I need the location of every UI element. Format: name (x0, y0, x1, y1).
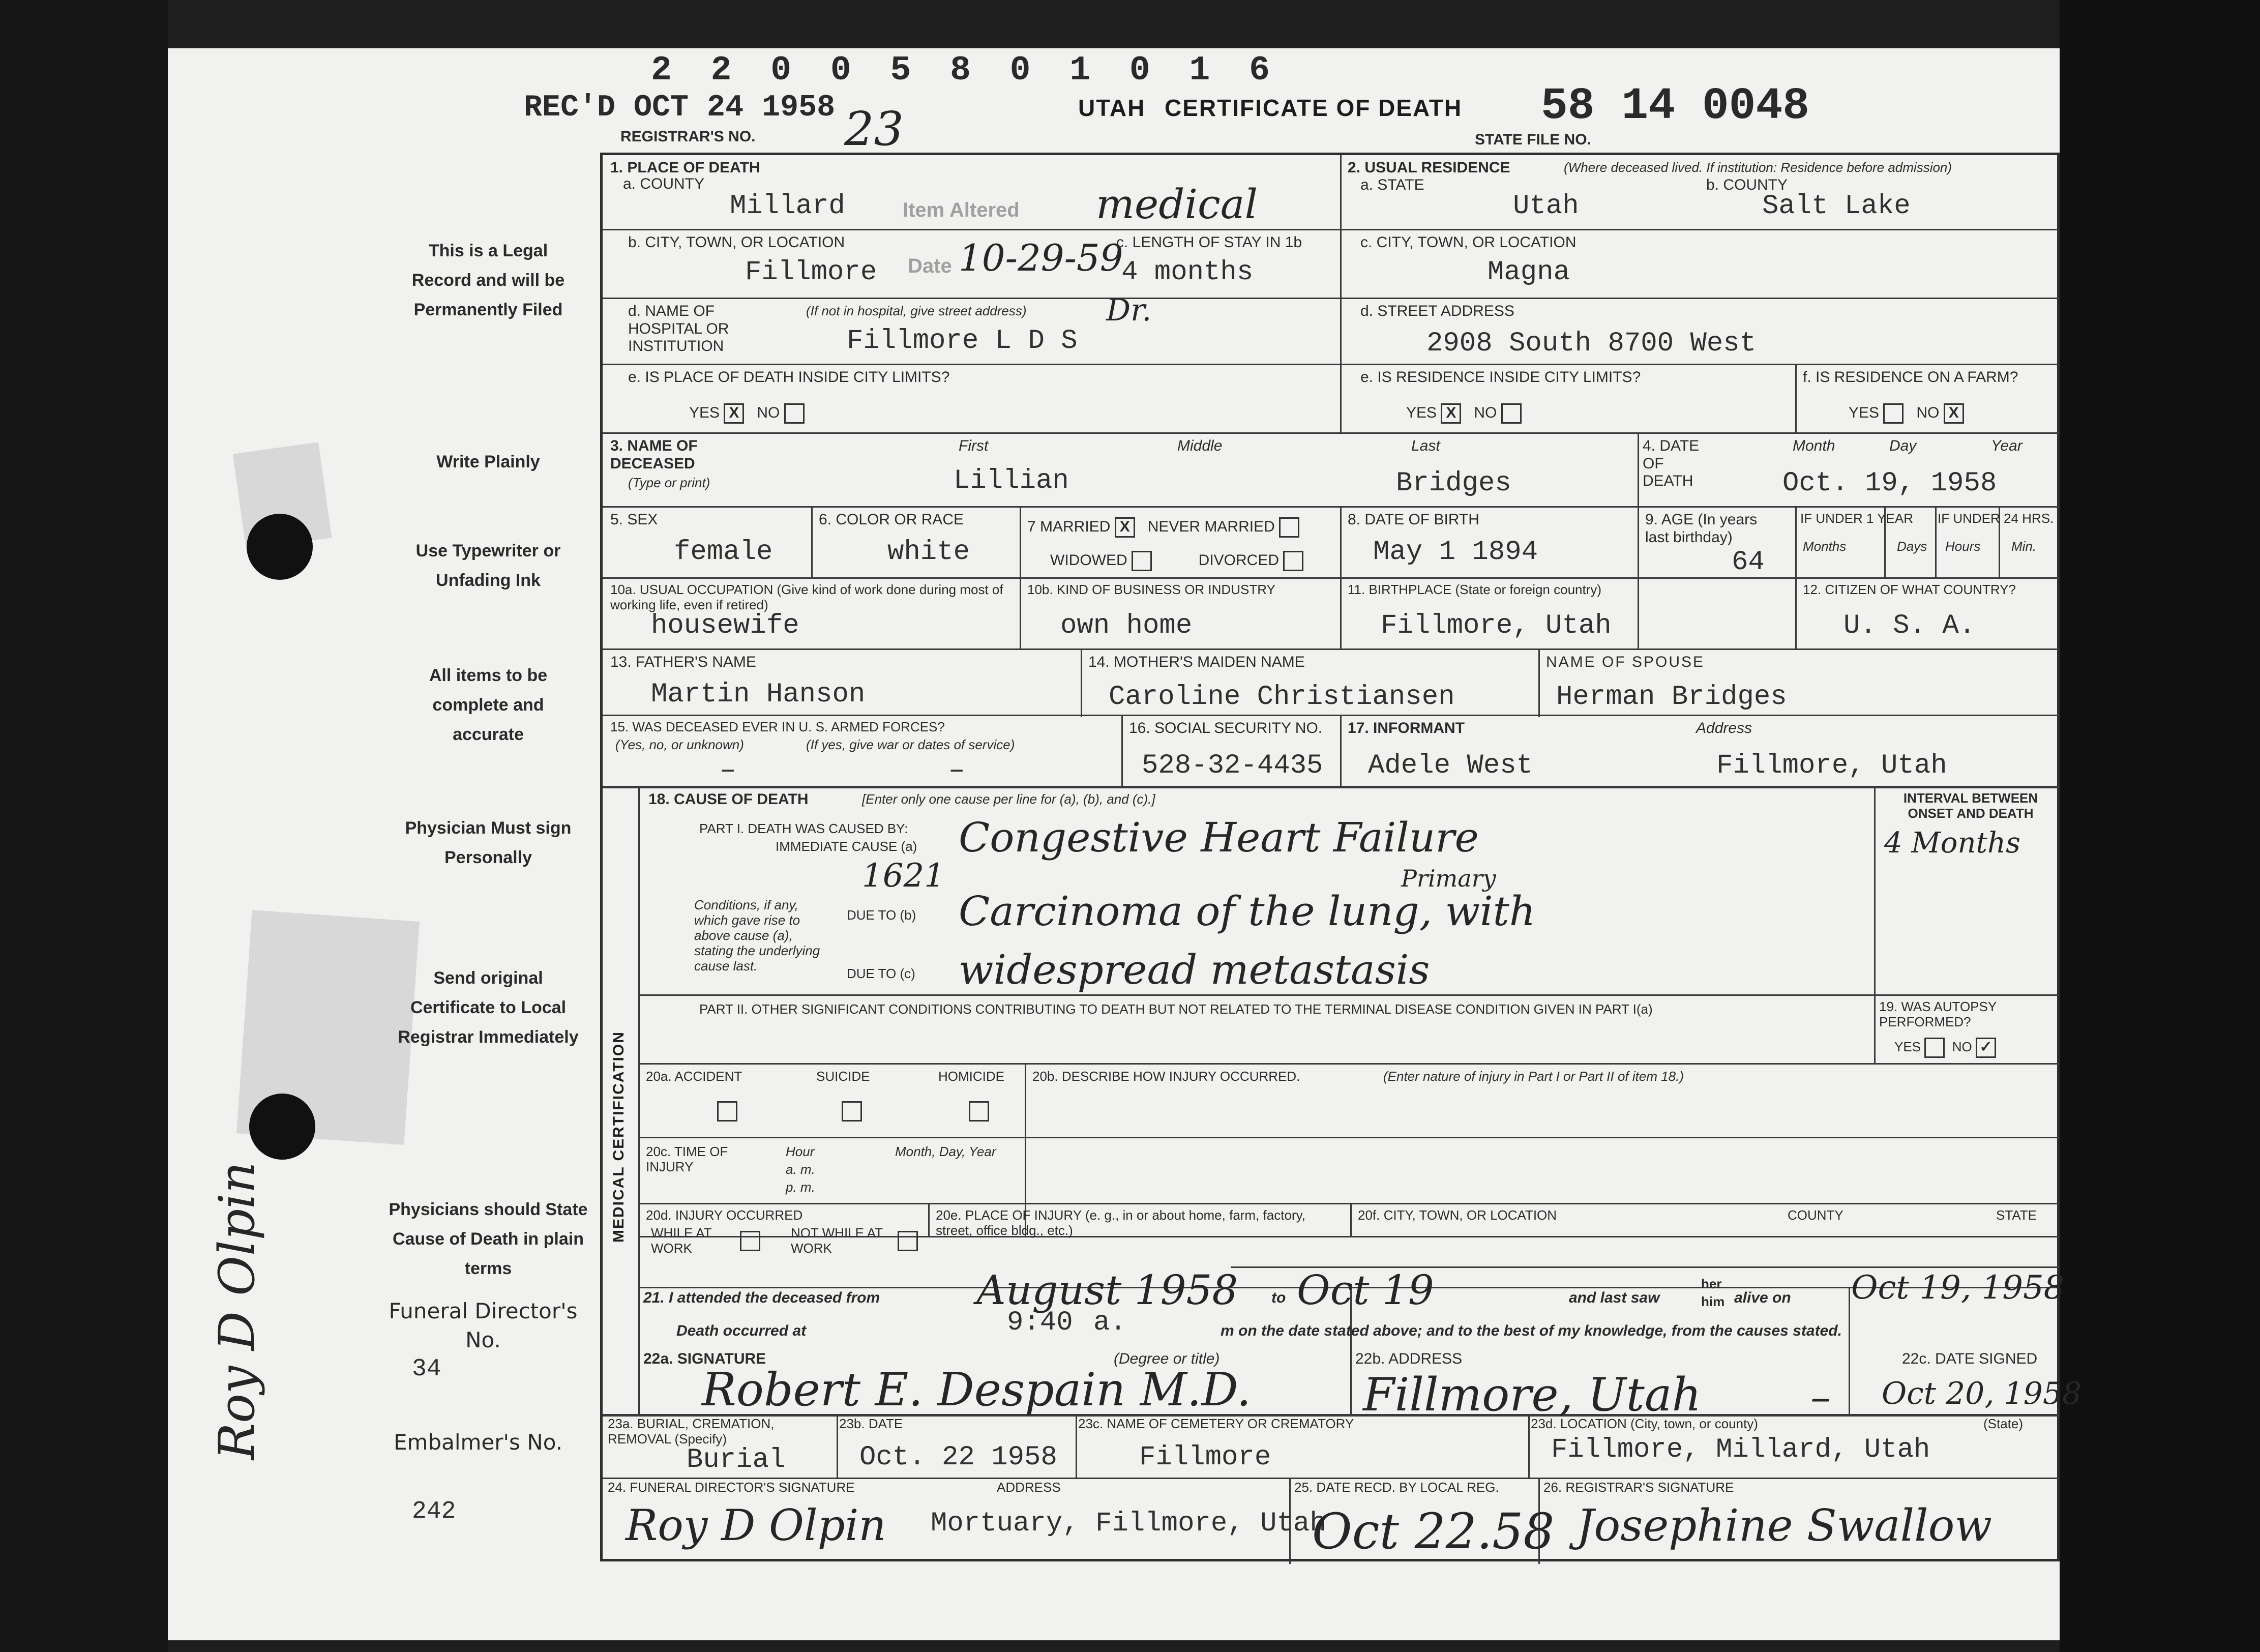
day-label: Day (1889, 437, 1917, 454)
ssn-value: 528-32-4435 (1142, 750, 1323, 781)
forces-value-2: – (948, 755, 965, 786)
informant-address-label: Address (1696, 720, 1752, 736)
burial-date: Oct. 22 1958 (859, 1442, 1057, 1473)
state-file-no-label: STATE FILE NO. (1475, 131, 1591, 148)
widowed-label: WIDOWED (1050, 551, 1127, 569)
location-value: Fillmore, Millard, Utah (1551, 1434, 1930, 1465)
informant-label: 17. INFORMANT (1348, 720, 1465, 736)
months-label: Months (1803, 539, 1847, 554)
death-time: 9:40 (1007, 1307, 1073, 1338)
autopsy-yes-checkbox[interactable] (1924, 1038, 1945, 1058)
scan-border-left (0, 0, 168, 1652)
part-2-label: PART II. OTHER SIGNIFICANT CONDITIONS CONTRIBUTING TO DEATH BUT NOT RELATED TO THE TERMINAL DISEASE CONDITION GIVEN IN PART I(a) (699, 1001, 1653, 1017)
cemetery-label: 23c. NAME OF CEMETERY OR CREMATORY (1078, 1416, 1354, 1431)
pm-label: p. m. (786, 1179, 815, 1195)
sidebar-typewriter: Use Typewriter or Unfading Ink (415, 541, 561, 590)
spouse-value: Herman Bridges (1556, 682, 1787, 713)
injury-occurred-label: 20d. INJURY OCCURRED (646, 1207, 803, 1223)
attended-label: 21. I attended the deceased from (643, 1289, 880, 1306)
while-work-label: WHILE AT WORK (651, 1225, 711, 1256)
cause-note: [Enter only one cause per line for (a), (b), and (c).] (862, 791, 1155, 807)
marital-status (1027, 517, 1299, 538)
res-county-value: Salt Lake (1762, 191, 1911, 222)
how-injury-label: 20b. DESCRIBE HOW INJURY OCCURRED. (1032, 1069, 1300, 1084)
physician-address: Fillmore, Utah (1363, 1368, 1702, 1422)
local-reg-label: 25. DATE RECD. BY LOCAL REG. (1294, 1480, 1499, 1495)
sex-value: female (674, 537, 773, 568)
res-inside-city-label: e. IS RESIDENCE INSIDE CITY LIMITS? (1360, 369, 1641, 386)
date-signed: Oct 20, 1958 (1882, 1376, 2082, 1411)
injury-county-label: COUNTY (1788, 1207, 1843, 1223)
while-work-checkbox[interactable] (740, 1231, 760, 1251)
cause-label: 18. CAUSE OF DEATH (648, 791, 809, 808)
age-value: 64 (1732, 547, 1765, 578)
him-label: him (1701, 1294, 1725, 1309)
margin-signature: Roy D Olpin (209, 1162, 265, 1460)
registrar-sig-label: 26. REGISTRAR'S SIGNATURE (1543, 1480, 1734, 1495)
cause-code: 1621 (862, 857, 945, 895)
certificate-form (600, 153, 2060, 1561)
punch-hole (247, 514, 313, 580)
not-while-work-checkbox[interactable] (898, 1231, 918, 1251)
divorced-label: DIVORCED (1198, 551, 1280, 569)
scan-border-right (2060, 0, 2260, 1652)
funeral-address: Mortuary, Fillmore, Utah (931, 1508, 1326, 1539)
local-reg-date: Oct 22.58 (1312, 1503, 1555, 1560)
farm-label: f. IS RESIDENCE ON A FARM? (1803, 369, 2018, 386)
name-label: 3. NAME OF DECEASED (610, 437, 698, 472)
last-saw-label: and last saw (1569, 1289, 1660, 1306)
burial-date-label: 23b. DATE (839, 1416, 903, 1431)
yes-label: YES (1849, 404, 1880, 421)
conditions-note: Conditions, if any, which gave rise to above cause (a), stating the underlying cause last. (694, 897, 820, 973)
res-inside-city-options (1406, 403, 1522, 424)
no-label: NO (1474, 404, 1497, 421)
father-value: Martin Hanson (651, 679, 866, 710)
forces-value-1: – (720, 755, 736, 786)
inside-city-label: e. IS PLACE OF DEATH INSIDE CITY LIMITS? (628, 369, 950, 386)
forces-note-2: (If yes, give war or dates of service) (806, 737, 1015, 752)
month-label: Month (1793, 437, 1835, 454)
date-signed-label: 22c. DATE SIGNED (1902, 1350, 2038, 1367)
residence-label: 2. USUAL RESIDENCE (1348, 159, 1510, 176)
stamp-numbers: 2 2 0 0 5 8 0 1 0 1 6 (651, 51, 1279, 90)
sex-label: 5. SEX (610, 511, 658, 528)
cause-a-value: Congestive Heart Failure (959, 814, 1479, 861)
burial-label: 23a. BURIAL, CREMATION, REMOVAL (Specify) (608, 1416, 775, 1447)
farm-no-checkbox[interactable]: X (1944, 403, 1964, 424)
item-altered-value: medical (1096, 181, 1258, 228)
farm-yes-checkbox[interactable] (1883, 403, 1904, 424)
birthplace-value: Fillmore, Utah (1381, 610, 1612, 641)
cause-b-note: Primary (1401, 865, 1496, 892)
hospital-note: (If not in hospital, give street address) (806, 303, 1027, 318)
informant-address: Fillmore, Utah (1716, 750, 1947, 781)
race-value: white (887, 537, 970, 568)
sidebar-send-original: Send original Certificate to Local Registrar Immediately (398, 968, 579, 1047)
married-checkbox[interactable]: X (1115, 517, 1135, 538)
how-injury-note: (Enter nature of injury in Part I or Part II of item 18.) (1383, 1069, 1684, 1084)
injury-state-label: STATE (1996, 1207, 2037, 1223)
autopsy-no-checkbox[interactable]: ✓ (1976, 1038, 1996, 1058)
funeral-director-label: Funeral Director's No. (389, 1299, 578, 1352)
date-of-death: Oct. 19, 1958 (1782, 468, 1997, 499)
time-injury-label: 20c. TIME OF INJURY (646, 1144, 728, 1174)
alive-on-label: alive on (1734, 1289, 1791, 1306)
city-value: Fillmore (745, 257, 877, 288)
sidebar-legal-record: This is a Legal Record and will be Permanently Filed (411, 241, 565, 319)
date-of-death-label: 4. DATE OF DEATH (1643, 437, 1700, 489)
page-title-prefix: UTAH (1078, 95, 1146, 121)
part-1-label: PART I. DEATH WAS CAUSED BY: (699, 821, 908, 836)
registrar-signature: Josephine Swallow (1577, 1500, 1993, 1551)
funeral-director-sig-label: 24. FUNERAL DIRECTOR'S SIGNATURE (608, 1480, 855, 1495)
forces-note-1: (Yes, no, or unknown) (615, 737, 744, 752)
marital-status-2 (1050, 551, 1303, 571)
date-altered-value: 10-29-59 (959, 237, 1123, 279)
citizen-label: 12. CITIZEN OF WHAT COUNTRY? (1803, 582, 2016, 597)
location-state-label: (State) (1983, 1416, 2024, 1431)
birth-label: 8. DATE OF BIRTH (1348, 511, 1479, 528)
sidebar-write-plainly: Write Plainly (436, 452, 540, 471)
hospital-label: d. NAME OF HOSPITAL OR INSTITUTION (628, 303, 729, 355)
due-to-c-label: DUE TO (c) (847, 966, 915, 981)
never-married-label: NEVER MARRIED (1147, 518, 1275, 535)
informant-value: Adele West (1368, 750, 1533, 781)
attended-to: Oct 19 (1297, 1266, 1434, 1314)
res-street-value: 2908 South 8700 West (1426, 328, 1757, 359)
autopsy-no-label: NO (1952, 1039, 1972, 1054)
res-state-label: a. STATE (1360, 176, 1424, 193)
interval-label: INTERVAL BETWEEN ONSET AND DEATH (1903, 790, 2038, 821)
hour-label: Hour (786, 1144, 815, 1159)
forces-label: 15. WAS DECEASED EVER IN U. S. ARMED FORCES? (610, 719, 945, 734)
res-city-value: Magna (1488, 257, 1570, 288)
attended-to-label: to (1271, 1289, 1286, 1306)
cause-b-value: Carcinoma of the lung, with (959, 888, 1536, 935)
residence-note: (Where deceased lived. If institution: Residence before admission) (1564, 160, 1952, 175)
days-label: Days (1897, 539, 1927, 554)
mother-value: Caroline Christiansen (1109, 682, 1455, 713)
county-value: Millard (730, 191, 845, 222)
spouse-label: NAME OF SPOUSE (1546, 654, 1705, 670)
cemetery-value: Fillmore (1139, 1442, 1271, 1473)
sidebar-physician-sign: Physician Must sign Personally (405, 818, 572, 867)
res-county-label: b. COUNTY (1706, 176, 1788, 193)
hospital-value: Fillmore L D S (847, 326, 1078, 357)
citizen-value: U. S. A. (1843, 610, 1976, 641)
autopsy-yes-label: YES (1894, 1039, 1921, 1054)
hospital-initials: Dr. (1106, 292, 1152, 328)
accident-checkbox[interactable] (717, 1101, 737, 1122)
am-label: a. m. (786, 1162, 815, 1177)
name-note: (Type or print) (628, 475, 710, 490)
her-label: her (1701, 1276, 1722, 1291)
received-stamp: REC'D OCT 24 1958 (524, 91, 836, 125)
date-altered-label: Date (908, 255, 952, 277)
degree-label: (Degree or title) (1114, 1350, 1220, 1367)
place-of-death-label: 1. PLACE OF DEATH (610, 159, 760, 176)
registrars-no: 23 (844, 102, 904, 156)
interval-value: 4 Months (1884, 827, 2020, 860)
married-label: 7 MARRIED (1027, 518, 1111, 535)
min-label: Min. (2011, 539, 2037, 554)
business-value: own home (1060, 610, 1193, 641)
mdy-label: Month, Day, Year (895, 1144, 996, 1159)
physician-signature: Robert E. Despain M.D. (702, 1363, 1252, 1417)
father-label: 13. FATHER'S NAME (610, 654, 756, 670)
physician-address-label: 22b. ADDRESS (1355, 1350, 1463, 1367)
suicide-checkbox[interactable] (842, 1101, 862, 1122)
embalmer-no: 242 (412, 1498, 456, 1525)
page-title: CERTIFICATE OF DEATH (1165, 95, 1463, 121)
registrars-no-label: REGISTRAR'S NO. (620, 128, 756, 145)
res-inside-yes-checkbox[interactable]: X (1441, 403, 1461, 424)
birthplace-label: 11. BIRTHPLACE (State or foreign country) (1348, 582, 1602, 597)
birth-value: May 1 1894 (1373, 537, 1538, 568)
cause-c-value: widespread metastasis (959, 946, 1430, 993)
ssn-label: 16. SOCIAL SECURITY NO. (1129, 720, 1323, 736)
funeral-director-no: 34 (412, 1355, 441, 1383)
homicide-label: HOMICIDE (938, 1069, 1004, 1084)
sidebar-physicians-cause: Physicians should State Cause of Death in plain terms (389, 1200, 588, 1278)
first-label: First (959, 437, 989, 454)
never-married-checkbox[interactable] (1279, 517, 1299, 538)
year-label: Year (1991, 437, 2023, 454)
county-label: a. COUNTY (623, 175, 705, 192)
widowed-checkbox[interactable] (1132, 551, 1152, 571)
yes-label: YES (1406, 404, 1437, 421)
not-while-work-label: NOT WHILE AT WORK (791, 1225, 883, 1256)
funeral-director-signature: Roy D Olpin (626, 1500, 886, 1550)
medical-certification-label: MEDICAL CERTIFICATION (610, 1031, 627, 1243)
stay-label: c. LENGTH OF STAY IN 1b (1116, 234, 1302, 251)
mother-label: 14. MOTHER'S MAIDEN NAME (1088, 654, 1305, 670)
autopsy-options (1894, 1038, 1996, 1058)
death-am: a. (1093, 1307, 1126, 1338)
state-file-no: 58 14 0048 (1541, 81, 1810, 132)
due-to-b-label: DUE TO (b) (847, 907, 916, 923)
business-label: 10b. KIND OF BUSINESS OR INDUSTRY (1027, 582, 1275, 597)
under-year-label: IF UNDER 1 YEAR (1800, 511, 1914, 526)
hours-label: Hours (1945, 539, 1981, 554)
stay-value: 4 months (1121, 257, 1254, 288)
death-occurred-label: Death occurred at (676, 1322, 807, 1339)
middle-label: Middle (1177, 437, 1223, 454)
immediate-cause-label: IMMEDIATE CAUSE (a) (776, 839, 917, 854)
inside-city-yes (689, 403, 805, 424)
last-label: Last (1411, 437, 1440, 454)
occupation-label: 10a. USUAL OCCUPATION (Give kind of work done during most of working life, even if retired) (610, 582, 1003, 612)
res-state-value: Utah (1513, 191, 1579, 222)
autopsy-label: 19. WAS AUTOPSY PERFORMED? (1879, 999, 1997, 1029)
suicide-label: SUICIDE (816, 1069, 870, 1084)
death-occurred-rest: m on the date stated above; and to the best of my knowledge, from the causes stated. (1221, 1322, 1842, 1339)
item-altered-label: Item Altered (903, 199, 1020, 221)
signature-label: 22a. SIGNATURE (643, 1350, 766, 1367)
race-label: 6. COLOR OR RACE (819, 511, 964, 528)
last-name: Bridges (1396, 468, 1511, 499)
under-24-label: IF UNDER 24 HRS. (1938, 511, 2054, 526)
place-injury-label: 20e. PLACE OF INJURY (e. g., in or about home, farm, factory, street, office bldg., etc.) (936, 1207, 1305, 1238)
inside-city-no-checkbox[interactable] (784, 403, 805, 424)
res-city-label: c. CITY, TOWN, OR LOCATION (1360, 234, 1577, 251)
no-label: NO (757, 404, 780, 421)
city-label: b. CITY, TOWN, OR LOCATION (628, 234, 845, 251)
res-street-label: d. STREET ADDRESS (1360, 303, 1514, 319)
burial-value: Burial (687, 1444, 786, 1476)
physician-address-dash: – (1810, 1373, 1831, 1421)
yes-label: YES (689, 404, 720, 421)
alive-on-date: Oct 19, 1958 (1851, 1269, 2065, 1307)
age-label: 9. AGE (In years last birthday) (1645, 511, 1758, 546)
injury-city-label: 20f. CITY, TOWN, OR LOCATION (1358, 1207, 1557, 1223)
punch-hole (249, 1094, 315, 1160)
occupation-value: housewife (651, 610, 799, 641)
no-label: NO (1916, 404, 1940, 421)
homicide-checkbox[interactable] (969, 1101, 989, 1122)
location-label: 23d. LOCATION (City, town, or county) (1531, 1416, 1758, 1431)
inside-city-yes-checkbox[interactable]: X (724, 403, 744, 424)
res-inside-no-checkbox[interactable] (1501, 403, 1522, 424)
first-name: Lillian (954, 465, 1069, 496)
accident-label: 20a. ACCIDENT (646, 1069, 742, 1084)
farm-options (1849, 403, 1964, 424)
embalmer-label: Embalmer's No. (393, 1430, 563, 1455)
divorced-checkbox[interactable] (1283, 551, 1303, 571)
attended-from: August 1958 (976, 1266, 1238, 1314)
sidebar-complete: All items to be complete and accurate (429, 666, 548, 744)
funeral-address-label: ADDRESS (997, 1480, 1061, 1495)
